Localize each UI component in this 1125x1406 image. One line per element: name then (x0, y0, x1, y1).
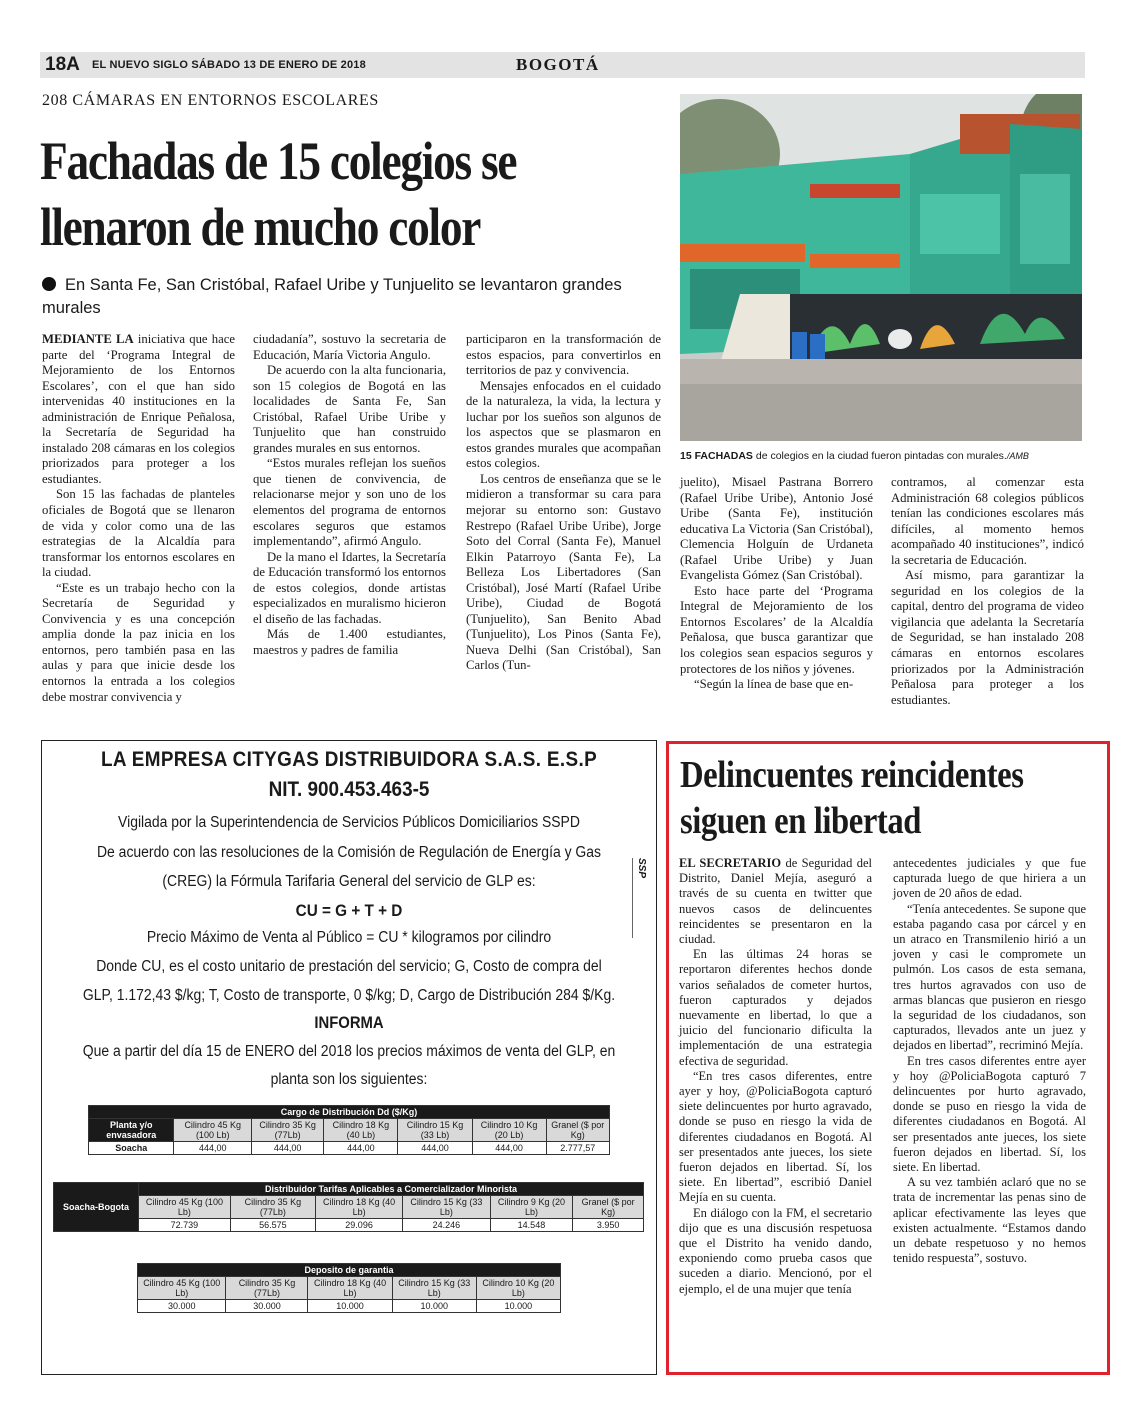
notice-line: planta son los siguientes: (270, 1071, 428, 1088)
photo-illustration (680, 94, 1082, 441)
article2-column-1 (679, 856, 872, 1297)
paragraph: Más de 1.400 estudiantes, maestros y padres de familia (253, 627, 446, 657)
paragraph: ciudadanía”, sostuvo la secretaria de Educación, María Victoria Angulo. (253, 332, 446, 362)
retail-tariff-table (53, 1182, 644, 1232)
table-row-label: Soacha-Bogota (54, 1183, 139, 1232)
paragraph: De la mano el Idartes, la Secretaría de Educación transformó los entornos de estos colegios, donde artistas especializados en muralismo hicieron el diseño de las fachadas. (253, 549, 446, 626)
paragraph: EL SECRETARIO de Seguridad del Distrito, Daniel Mejía, aseguró a través de su cuenta en twitter que nuevos casos de delincuentes reincidentes se presentaron en la ciudad. (679, 856, 872, 947)
paragraph: Así mismo, para garantizar la seguridad en los colegios de la capital, dentro del programa de video vigilancia que adelanta la Secretaría de Seguridad, se han instalado 208 cámaras en entornos escolares priorizados por la Administración Peñalosa para proteger a los estudiantes. (891, 568, 1084, 707)
paragraph: “Tenía antecedentes. Se supone que estaba pagando casa por cárcel y en un atraco en Transmilenio hirió a un joven y casi le compromete un pulmón. Los casos de esta semana, tres hurtos agravados con uso de armas blancas que pusieron en riesgo la seguridad de los ciudadanos, son capturados, llevados ante un juez y dejados en libertad”, recriminó Mejía. (893, 901, 1086, 1053)
paragraph: “Estos murales reflejan los sueños que tienen de convivencia, de relacionarse mejor y son uno de los elementos del programa de entornos escolares seguros que estamos implementando”, afirmó Angulo. (253, 456, 446, 549)
notice-title: LA EMPRESA CITYGAS DISTRIBUIDORA S.A.S. E.S.P (100, 748, 598, 771)
table-header-row: Cilindro 45 Kg (100 Lb) Cilindro 35 Kg (77Lb) Cilindro 18 Kg (40 Lb) Cilindro 15 Kg (33 Lb) Cilindro 10 Kg (20 Lb) (138, 1277, 561, 1300)
notice-line: De acuerdo con las resoluciones de la Comisión de Regulación de Energía y Gas (96, 844, 602, 861)
article2-column-2 (893, 856, 1086, 1266)
paragraph: antecedentes judiciales y que fue capturada luego de que hiriera a un joven de 20 años de edad. (893, 856, 1086, 901)
paragraph: Esto hace parte del ‘Programa Integral de Mejoramiento de los Entornos Escolares’ de la Alcaldía Peñalosa, que busca garantizar que los colegios sean espacios seguros y protectores de los niños y jóvenes. (680, 583, 873, 676)
publication-date: EL NUEVO SIGLO SÁBADO 13 DE ENERO DE 2018 (92, 59, 366, 71)
paragraph: participaron en la transformación de estos espacios, para convertirlos en territorios de paz y convivencia. (466, 332, 661, 378)
school-mural-photo (680, 94, 1082, 441)
deposit-table (137, 1263, 561, 1313)
paragraph: En las últimas 24 horas se reportaron diferentes hechos donde varios señalados de cometer hurtos, fueron capturados y dejados nuevamente en libertad, lo que a juicio del funcionario dificulta la implementación de una estrategia efectiva de seguridad. (679, 947, 872, 1068)
notice-line: Donde CU, es el costo unitario de prestación del servicio; G, Costo de compra del (96, 958, 602, 975)
paragraph: Son 15 las fachadas de planteles oficiales de Bogotá que se llenaron de vida y color como una de las estrategias de la Alcaldía para transformar los entornos escolares en la ciudad. (42, 487, 235, 580)
table-title: Distribuidor Tarifas Aplicables a Comercializador Minorista (139, 1183, 644, 1196)
paragraph: “En tres casos diferentes, entre ayer y hoy, @PoliciaBogota capturó siete delincuentes por hurto agravado, donde se puso en riesgo la vida de diferentes ciudadanos en Bogotá. Al ser presentados ante jueces, los siete fueron dejados en libertad. Sí, los siete. En libertad”, escribió Daniel Mejía en su cuenta. (679, 1068, 872, 1205)
table-header-row: Planta y/o envasadora Cilindro 45 Kg (100 Lb) Cilindro 35 Kg (77Lb) Cilindro 18 Kg (40 Lb) Cilindro 15 Kg (33 Lb) Cilindro 10 Kg (20 Lb) Granel ($ por Kg) (89, 1119, 610, 1142)
headline-line-1: Fachadas de 15 colegios se (40, 131, 517, 191)
article1-column-3 (466, 332, 661, 674)
article1-column-4 (680, 475, 873, 693)
section-name: BOGOTÁ (516, 55, 600, 74)
table-row: Soacha 444,00 444,00 444,00 444,00 444,00 2.777,57 (89, 1142, 610, 1155)
notice-formula: CU = G + T + D (295, 901, 403, 920)
paragraph: En diálogo con la FM, el secretario dijo que es una discusión respetuosa que el Distrito ha venido dando, exponiendo como prueba casos que suceden a diario. Mencionó, por el ejemplo, el de una mujer que tenía (679, 1205, 872, 1296)
article-headline (40, 128, 578, 260)
paragraph: “Este es un trabajo hecho con la Secretaría de Seguridad y Convivencia y es una concepción amplia donde la paz inicia en los entornos, pero también pasa en las aulas y para que inicie desde los entornos la entrada a los colegios debe mostrar convivencia y (42, 580, 235, 704)
paragraph: Los centros de enseñanza que se le midieron a transformar su cara para mejorar su entorno son: Gustavo Restrepo (Rafael Uribe Uribe), Jorge Soto del Corral (Santa Fe), Manuel Elkin Patarroyo (Santa Fe), La Belleza Los Libertadores (San Cristóbal), José Martí (Rafael Uribe Uribe), Ciudad de Bogotá (Tunjuelito), San Benito Abad (Tunjuelito), Los Pinos (Santa Fe), Nueva Delhi (San Cristóbal), San Carlos (Tun- (466, 471, 661, 673)
article1-column-2 (253, 332, 446, 658)
notice-informa: INFORMA (314, 1014, 384, 1032)
article1-column-5 (891, 475, 1084, 708)
notice-line: Vigilada por la Superintendencia de Servicios Públicos Domiciliarios SSPD (118, 814, 580, 831)
notice-line: Que a partir del día 15 de ENERO del 2018 los precios máximos de venta del GLP, en (82, 1043, 616, 1060)
table-title: Cargo de Distribución Dd ($/Kg) (89, 1106, 610, 1119)
table-row: 30.000 30.000 10.000 10.000 10.000 (138, 1300, 561, 1313)
paragraph: Mensajes enfocados en el cuidado de la naturaleza, la vida, la lectura y luchar por los sueños son algunos de los aspectos que se plasmaron en estos grandes murales que acompañan estos colegios. (466, 378, 661, 471)
paragraph: De acuerdo con la alta funcionaria, son 15 colegios de Bogotá en las localidades de Santa Fe, San Cristóbal, Rafael Uribe Uribe y Tunjuelito que han construido grandes murales en sus entornos. (253, 363, 446, 455)
paragraph: juelito), Misael Pastrana Borrero (Rafael Uribe Uribe), Antonio José Uribe (Santa Fe), institución educativa La Victoria (San Cristóbal), Clemencia Holguín de Urdaneta (Rafael Uribe Uribe) y Juan Evangelista Gómez (San Cristóbal). (680, 475, 873, 583)
photo-caption: 15 FACHADAS de colegios en la ciudad fueron pintadas con murales./AMB (680, 450, 1029, 462)
page-number: 18A (45, 54, 80, 75)
paragraph: “Según la línea de base que en- (694, 677, 854, 692)
distribution-charge-table (88, 1105, 610, 1155)
headline-line-2: llenaron de mucho color (40, 197, 481, 257)
notice-line: (CREG) la Fórmula Tarifaria General del servicio de GLP es: (162, 873, 536, 890)
paragraph: MEDIANTE LA iniciativa que hace parte del ‘Programa Integral de Mejoramiento de los Entornos Escolares’, con el que han sido intervenidas 40 instituciones en la administración de Enrique Peñalosa, la Secretaría de Seguridad ha instalado 208 cámaras en los colegios priorizados para proteger a los estudiantes. (42, 332, 235, 486)
paragraph: En tres casos diferentes entre ayer y hoy @PoliciaBogota capturó 7 delincuentes por hurto agravado, donde se puso en riesgo la vida de diferentes ciudadanos en Bogotá. Al ser presentados ante jueces, los siete fueron dejados en libertad. Sí, los siete. En libertad. (893, 1053, 1086, 1175)
notice-line: GLP, 1.172,43 $/kg; T, Costo de transporte, 0 $/kg; D, Cargo de Distribución 284 $/Kg. (82, 987, 616, 1004)
table-title: Deposito de garantia (138, 1264, 561, 1277)
subhead-text: En Santa Fe, San Cristóbal, Rafael Uribe y Tunjuelito se levantaron grandes murales (42, 276, 622, 317)
table-header-row: Cilindro 45 Kg (100 Lb) Cilindro 35 Kg (77Lb) Cilindro 18 Kg (40 Lb) Cilindro 15 Kg (33 Lb) Cilindro 9 Kg (20 Lb) Granel ($ por Kg) (54, 1196, 644, 1219)
ssp-logo: SSP (632, 858, 643, 938)
notice-line: Precio Máximo de Venta al Público = CU * kilogramos por cilindro (146, 929, 552, 946)
article2-headline: Delincuentes reincidentes siguen en libertad (680, 754, 1024, 842)
paragraph: A su vez también aclaró que no se trata de incrementar las penas sino de aplicar efectivamente las leyes que existen actualmente. “Estamos dando un debate respetuoso y no hemos tenido respuesta”, sostuvo. (893, 1175, 1086, 1266)
article1-column-1 (42, 332, 235, 705)
table-row: 72.739 56.575 29.096 24.246 14.548 3.950 (54, 1219, 644, 1232)
paragraph: contramos, al comenzar esta Administración 68 colegios públicos tenían las condiciones escolares más difíciles, al momento hemos acompañado 40 instituciones”, indicó la secretaria de Educación. (891, 475, 1084, 567)
notice-nit: NIT. 900.453.463-5 (268, 778, 430, 801)
bullet-icon (42, 277, 56, 291)
article-subhead (42, 274, 662, 320)
article-kicker: 208 CÁMARAS EN ENTORNOS ESCOLARES (42, 92, 379, 109)
